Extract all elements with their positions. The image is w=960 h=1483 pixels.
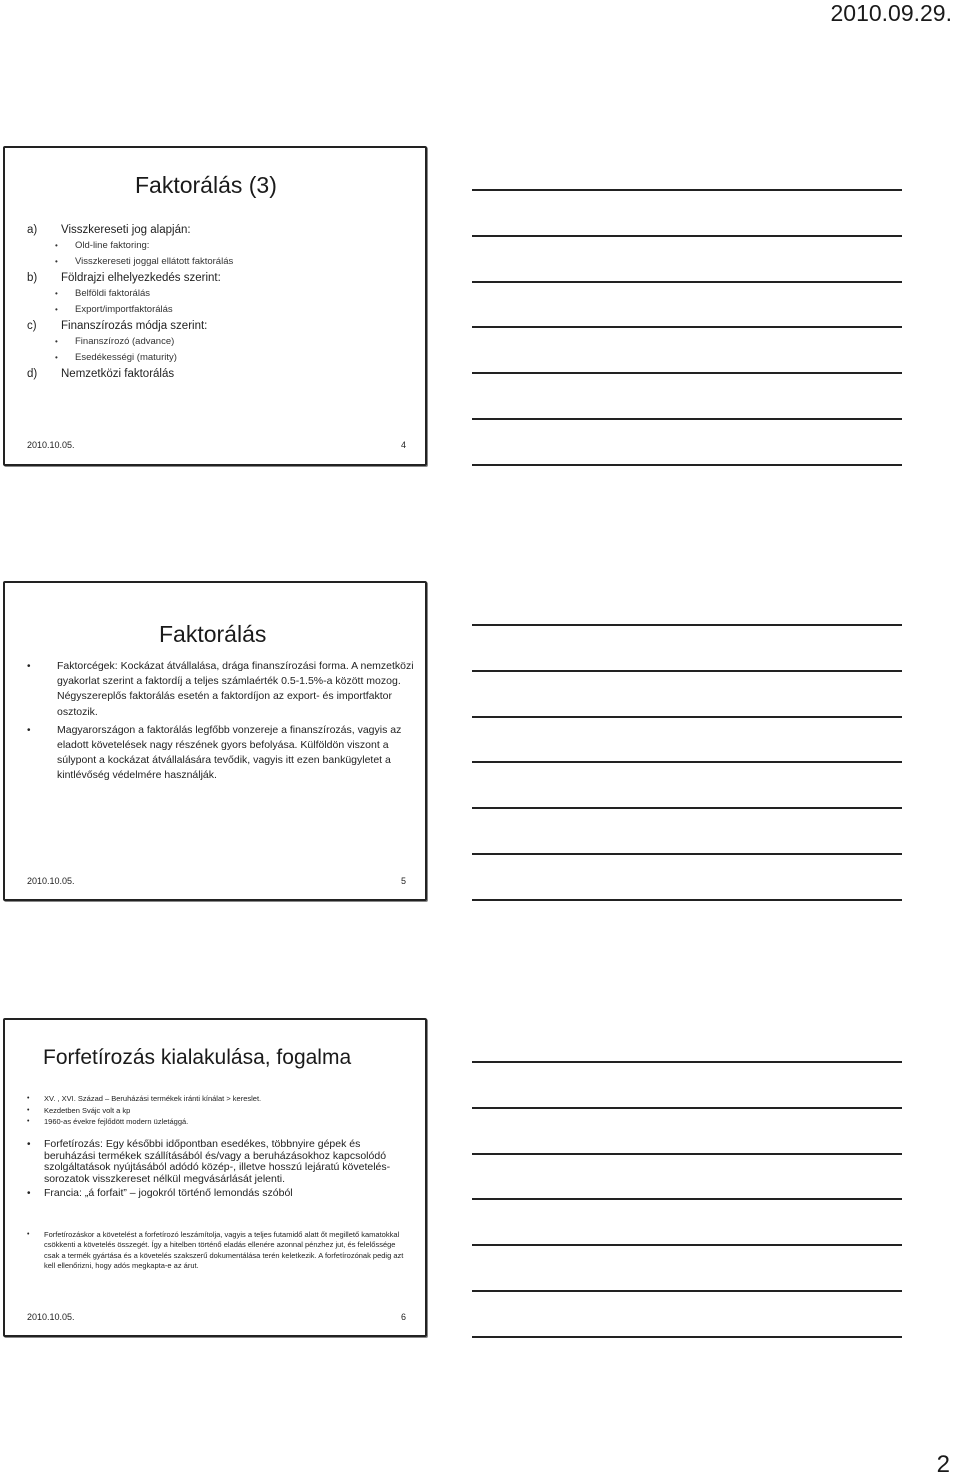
item-text: Földrajzi elhelyezkedés szerint: <box>61 272 221 284</box>
item-marker: a) <box>27 224 38 236</box>
bullet-list <box>27 659 417 787</box>
bullet-item: • Francia: „á forfait” – jogokról történő lemondás szóból <box>27 1188 412 1200</box>
slide-footer-date: 2010.10.05. <box>27 876 75 886</box>
note-line <box>472 235 902 237</box>
note-line <box>472 189 902 191</box>
slide-footer-date: 2010.10.05. <box>27 1312 75 1322</box>
outline-list <box>27 222 233 382</box>
slide-title: Faktorálás (3) <box>135 172 277 198</box>
note-line <box>472 624 902 626</box>
outline-item <box>27 222 233 238</box>
slide-number: 4 <box>401 440 407 450</box>
note-line <box>472 326 902 328</box>
note-line <box>472 670 902 672</box>
outline-item <box>27 366 233 382</box>
note-line <box>472 716 902 718</box>
note-line <box>472 1107 902 1109</box>
outline-item <box>27 318 233 334</box>
note-line <box>472 853 902 855</box>
slide-forfetirozas <box>3 1018 427 1337</box>
note-line <box>472 464 902 466</box>
bullet-list-definition <box>27 1139 412 1203</box>
note-line <box>472 281 902 283</box>
outline-subitem: • Finanszírozó (advance) <box>27 334 233 350</box>
note-line <box>472 807 902 809</box>
notes-lines-slide-5 <box>472 624 902 945</box>
note-line <box>472 372 902 374</box>
slide-number: 5 <box>401 876 407 886</box>
outline-subitem: • Export/importfaktorálás <box>27 302 233 318</box>
slide-title: Forfetírozás kialakulása, fogalma <box>43 1046 352 1069</box>
page-header-date: 2010.09.29. <box>830 0 952 26</box>
note-line <box>472 1290 902 1292</box>
outline-subitem: • Visszkereseti joggal ellátott faktorálás <box>27 254 233 270</box>
note-line <box>472 1336 902 1338</box>
notes-lines-slide-6 <box>472 1061 902 1382</box>
note-line <box>472 418 902 420</box>
bullet-item: • 1960-as évekre fejlődött modern üzletággá. <box>27 1116 417 1128</box>
outline-subitem: • Old-line faktoring: <box>27 238 233 254</box>
notes-lines-slide-4 <box>472 189 902 510</box>
bullet-item: • Kezdetben Svájc volt a kp <box>27 1105 417 1117</box>
slide-faktoralas <box>3 581 427 901</box>
note-line <box>472 1198 902 1200</box>
bullet-item: • Forfetírozás: Egy későbbi időpontban esedékes, többnyire gépek és beruházási termékek szállításából és/vagy a beruházásokhoz kapcsolódó szolgáltatások nyújtásából adódó közép-, illetve hosszú lejáratú követeléssorozatok visszkereset nélkül megvásárlását jelenti. <box>27 1139 412 1185</box>
note-line <box>472 1061 902 1063</box>
slide-number: 6 <box>401 1312 407 1322</box>
item-text: Finanszírozás módja szerint: <box>61 320 208 332</box>
slide-title: Faktorálás <box>159 621 267 647</box>
slide-footer-date: 2010.10.05. <box>27 440 75 450</box>
note-line <box>472 1153 902 1155</box>
outline-item <box>27 270 233 286</box>
bullet-item: • Magyarországon a faktorálás legfőbb vonzereje a finanszírozás, vagyis az eladott követelések nagy részének gyors befolyása. Külföldön viszont a súlypont a kockázat átvállalására tevődik, vagyis itt ezen bankügyletet a kintlévőség védelmére használják. <box>27 723 417 784</box>
outline-subitem: • Esedékességi (maturity) <box>27 350 233 366</box>
item-marker: b) <box>27 272 38 284</box>
note-line <box>472 761 902 763</box>
outline-subitem: • Belföldi faktorálás <box>27 286 233 302</box>
bullet-item: • Forfetírozáskor a követelést a forfetírozó leszámítolja, vagyis a teljes futamidő alatt őt megillető kamatokkal csökkenti a követelés összegét. Így a hitelben történő eladás ellenére azonnal pénzhez jut, és felelőssége csak a termék gyártása és a követelés szakszerű dokumentálása terén keletkezik. A forfetírozónak pedig azt kell ellenőrizni, hogy adós megkapta-e az árut. <box>27 1230 412 1271</box>
bullet-list-note <box>27 1230 412 1271</box>
slide-faktoralas-3 <box>3 146 427 466</box>
item-marker: c) <box>27 320 37 332</box>
page-number: 2 <box>936 1451 950 1478</box>
note-line <box>472 1244 902 1246</box>
bullet-item: • Faktorcégek: Kockázat átvállalása, drága finanszírozási forma. A nemzetközi gyakorlat szerint a faktordíj a teljes számlaérték 0.5-1.5%-a között mozog. Négyszereplős faktorálás esetén a faktordíjon az export- és importfaktor osztozik. <box>27 659 417 720</box>
bullet-list-history <box>27 1093 417 1128</box>
item-text: Visszkereseti jog alapján: <box>61 224 191 236</box>
note-line <box>472 899 902 901</box>
item-text: Nemzetközi faktorálás <box>61 368 175 380</box>
item-marker: d) <box>27 368 38 380</box>
bullet-item: • XV. , XVI. Század – Beruházási termékek iránti kínálat > kereslet. <box>27 1093 417 1105</box>
